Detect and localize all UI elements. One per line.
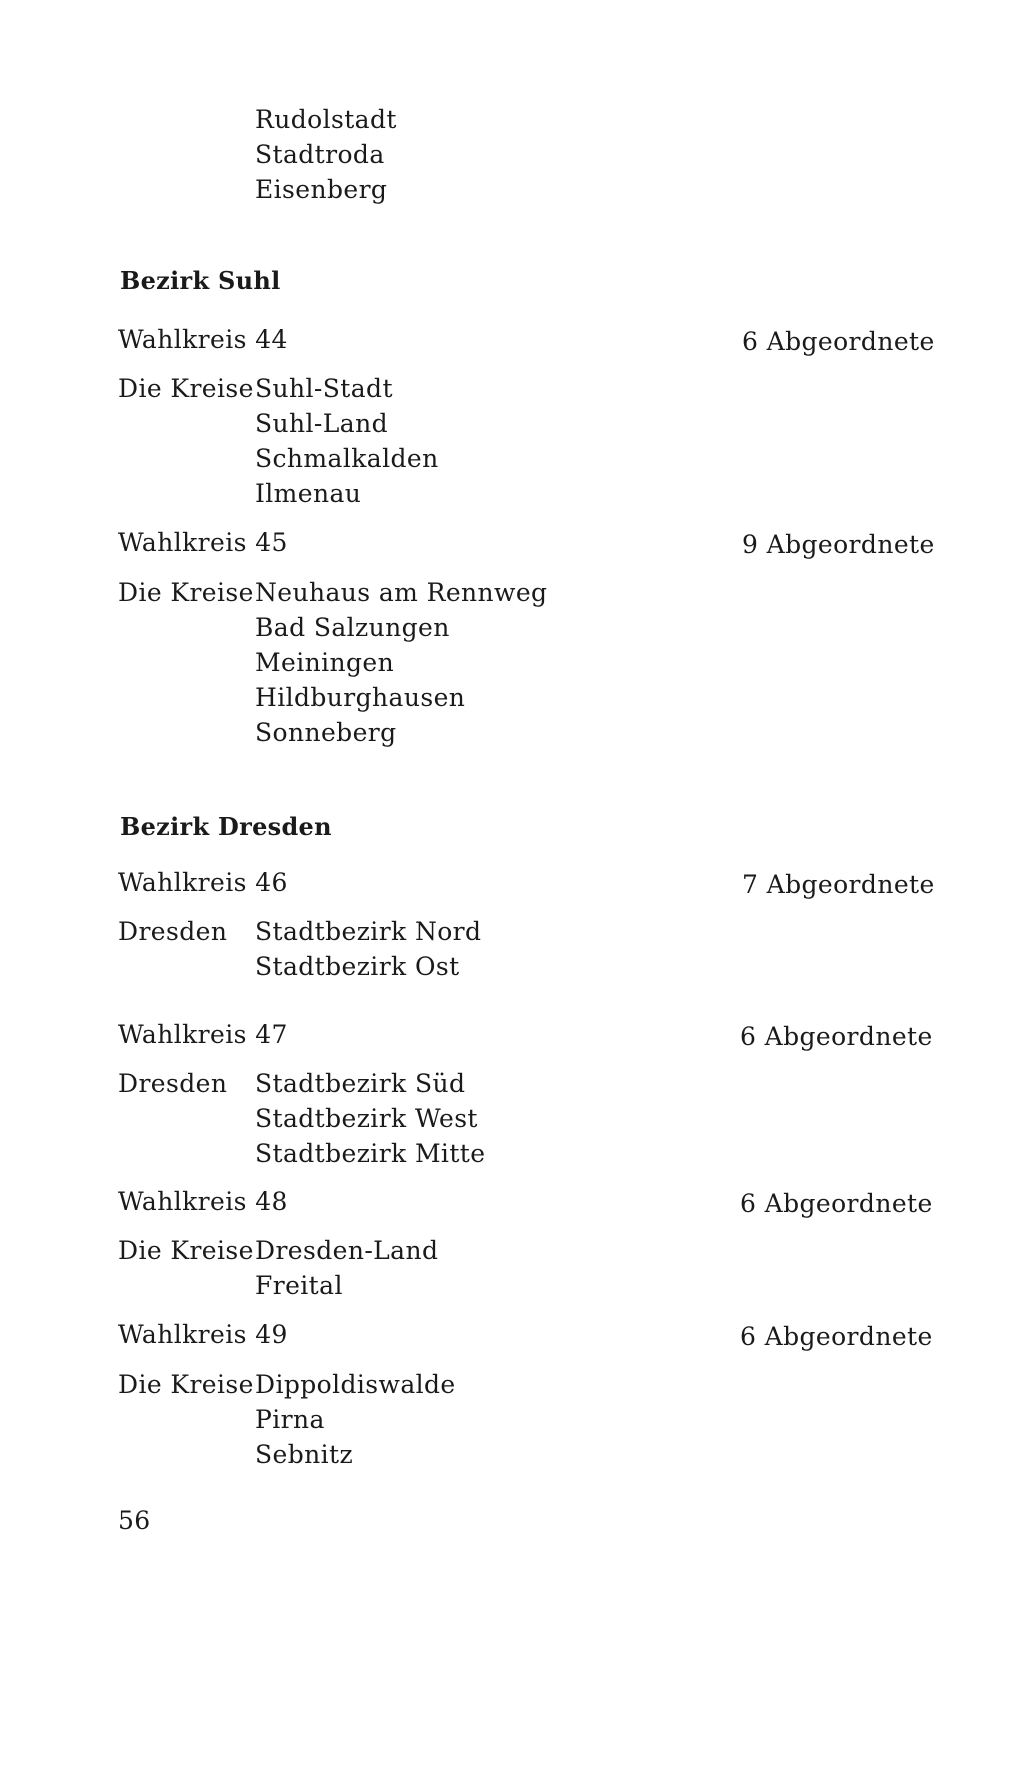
district-line: Suhl-Land [255, 409, 388, 438]
seat-count: 6 Abgeordnete [740, 1322, 933, 1351]
district-line: Schmalkalden [255, 444, 439, 473]
district-prefix: Die Kreise [118, 578, 254, 607]
district-prefix: Die Kreise [118, 374, 254, 403]
district-prefix: Die Kreise [118, 1370, 254, 1399]
district-line: Sonneberg [255, 718, 397, 747]
district-prefix: Dresden [118, 917, 228, 946]
district-line: Dresden-Land [255, 1236, 439, 1265]
district-line: Rudolstadt [255, 105, 397, 134]
wahlkreis-label: Wahlkreis 49 [118, 1320, 288, 1349]
district-line: Bad Salzungen [255, 613, 450, 642]
district-line: Stadtbezirk Nord [255, 917, 482, 946]
seat-count: 6 Abgeordnete [740, 1189, 933, 1218]
district-prefix: Dresden [118, 1069, 228, 1098]
district-line: Meiningen [255, 648, 395, 677]
seat-count: 7 Abgeordnete [742, 870, 935, 899]
seat-count: 6 Abgeordnete [742, 327, 935, 356]
district-line: Stadtbezirk Mitte [255, 1139, 486, 1168]
district-line: Hildburghausen [255, 683, 466, 712]
district-line: Freital [255, 1271, 343, 1300]
district-line: Pirna [255, 1405, 325, 1434]
district-line: Neuhaus am Rennweg [255, 578, 548, 607]
section-heading-suhl: Bezirk Suhl [120, 266, 281, 295]
district-line: Stadtroda [255, 140, 385, 169]
section-heading-dresden: Bezirk Dresden [120, 812, 332, 841]
district-line: Stadtbezirk Ost [255, 952, 460, 981]
wahlkreis-label: Wahlkreis 46 [118, 868, 288, 897]
wahlkreis-label: Wahlkreis 45 [118, 528, 288, 557]
seat-count: 9 Abgeordnete [742, 530, 935, 559]
seat-count: 6 Abgeordnete [740, 1022, 933, 1051]
district-line: Suhl-Stadt [255, 374, 393, 403]
district-line: Sebnitz [255, 1440, 354, 1469]
district-line: Dippoldiswalde [255, 1370, 456, 1399]
page-number: 56 [118, 1506, 151, 1535]
wahlkreis-label: Wahlkreis 44 [118, 325, 288, 354]
district-line: Eisenberg [255, 175, 388, 204]
district-line: Stadtbezirk West [255, 1104, 478, 1133]
wahlkreis-label: Wahlkreis 47 [118, 1020, 288, 1049]
district-prefix: Die Kreise [118, 1236, 254, 1265]
wahlkreis-label: Wahlkreis 48 [118, 1187, 288, 1216]
district-line: Ilmenau [255, 479, 362, 508]
district-line: Stadtbezirk Süd [255, 1069, 466, 1098]
